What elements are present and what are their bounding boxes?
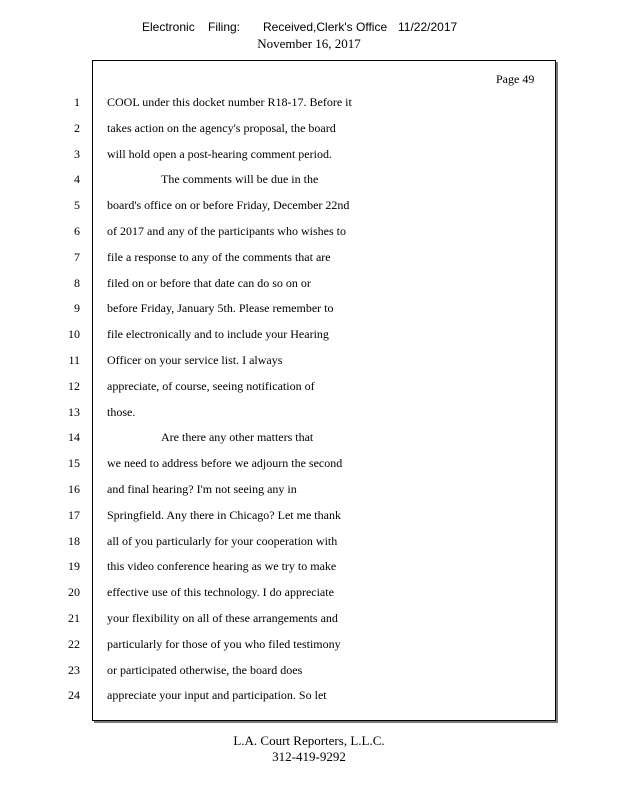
reporter-phone: 312-419-9292 xyxy=(272,749,346,764)
transcript-line xyxy=(0,224,618,240)
line-text: we need to address before we adjourn the second xyxy=(107,456,343,470)
line-number: 4 xyxy=(74,172,80,186)
line-number: 24 xyxy=(68,688,80,702)
line-number: 1 xyxy=(74,95,80,109)
line-number: 19 xyxy=(68,559,80,573)
line-number: 14 xyxy=(68,430,80,444)
line-text: Are there any other matters that xyxy=(161,430,314,444)
line-number: 16 xyxy=(68,482,80,496)
stamp-word-office: Office xyxy=(356,20,388,34)
transcript-line xyxy=(0,172,618,188)
line-text: before Friday, January 5th. Please remember to xyxy=(107,301,334,315)
line-text: effective use of this technology. I do appreciate xyxy=(107,585,334,599)
line-text: appreciate, of course, seeing notification of xyxy=(107,379,315,393)
line-text: those. xyxy=(107,405,136,419)
line-number: 21 xyxy=(68,611,80,625)
line-number: 11 xyxy=(68,353,80,367)
transcript-line xyxy=(0,456,618,472)
transcript-line xyxy=(0,379,618,395)
transcript-line xyxy=(0,559,618,575)
line-number: 10 xyxy=(68,327,80,341)
line-text: The comments will be due in the xyxy=(161,172,319,186)
transcript-line xyxy=(0,611,618,627)
line-text: and final hearing? I'm not seeing any in xyxy=(107,482,297,496)
line-number: 2 xyxy=(74,121,80,135)
line-number: 15 xyxy=(68,456,80,470)
line-text: particularly for those of you who filed testimony xyxy=(107,637,341,651)
line-number: 18 xyxy=(68,534,80,548)
line-number: 22 xyxy=(68,637,80,651)
line-text: all of you particularly for your cooperation with xyxy=(107,534,338,548)
transcript-line xyxy=(0,430,618,446)
line-number: 7 xyxy=(74,250,80,264)
line-text: file electronically and to include your Hearing xyxy=(107,327,329,341)
page-number: Page 49 xyxy=(496,72,535,86)
transcript-line xyxy=(0,198,618,214)
transcript-line xyxy=(0,508,618,524)
line-number: 6 xyxy=(74,224,80,238)
transcript-line xyxy=(0,688,618,704)
line-number: 12 xyxy=(68,379,80,393)
line-number: 3 xyxy=(74,147,80,161)
line-text: takes action on the agency's proposal, the board xyxy=(107,121,336,135)
transcript-line xyxy=(0,353,618,369)
line-text: this video conference hearing as we try to make xyxy=(107,559,337,573)
transcript-line xyxy=(0,250,618,266)
transcript-line xyxy=(0,121,618,137)
line-text: file a response to any of the comments that are xyxy=(107,250,331,264)
line-text: or participated otherwise, the board does xyxy=(107,663,303,677)
line-number: 9 xyxy=(74,301,80,315)
line-number: 23 xyxy=(68,663,80,677)
transcript-line xyxy=(0,663,618,679)
line-text: your flexibility on all of these arrangements and xyxy=(107,611,338,625)
line-number: 5 xyxy=(74,198,80,212)
hearing-date: November 16, 2017 xyxy=(257,36,361,51)
transcript-line xyxy=(0,301,618,317)
transcript-line xyxy=(0,534,618,550)
line-number: 8 xyxy=(74,276,80,290)
transcript-line xyxy=(0,482,618,498)
line-text: COOL under this docket number R18-17. Before it xyxy=(107,95,352,109)
line-text: board's office on or before Friday, December 22nd xyxy=(107,198,350,212)
line-number: 20 xyxy=(68,585,80,599)
transcript-line xyxy=(0,585,618,601)
reporter-company: L.A. Court Reporters, L.L.C. xyxy=(233,733,385,748)
stamp-filing-date: 11/22/2017 xyxy=(398,20,458,34)
stamp-word-electronic: Electronic xyxy=(142,20,195,34)
line-text: will hold open a post-hearing comment period. xyxy=(107,147,332,161)
stamp-word-received-clerks: Received,Clerk's xyxy=(263,20,353,34)
line-number: 17 xyxy=(68,508,80,522)
line-number: 13 xyxy=(68,405,80,419)
line-text: filed on or before that date can do so on or xyxy=(107,276,311,290)
transcript-line xyxy=(0,95,618,111)
stamp-word-filing: Filing: xyxy=(208,20,241,34)
line-text: Officer on your service list. I always xyxy=(107,353,283,367)
line-text: appreciate your input and participation. So let xyxy=(107,688,327,702)
transcript-line xyxy=(0,276,618,292)
line-text: Springfield. Any there in Chicago? Let me thank xyxy=(107,508,341,522)
line-text: of 2017 and any of the participants who wishes to xyxy=(107,224,346,238)
transcript-line xyxy=(0,327,618,343)
transcript-line xyxy=(0,405,618,421)
transcript-line xyxy=(0,637,618,653)
transcript-line xyxy=(0,147,618,163)
